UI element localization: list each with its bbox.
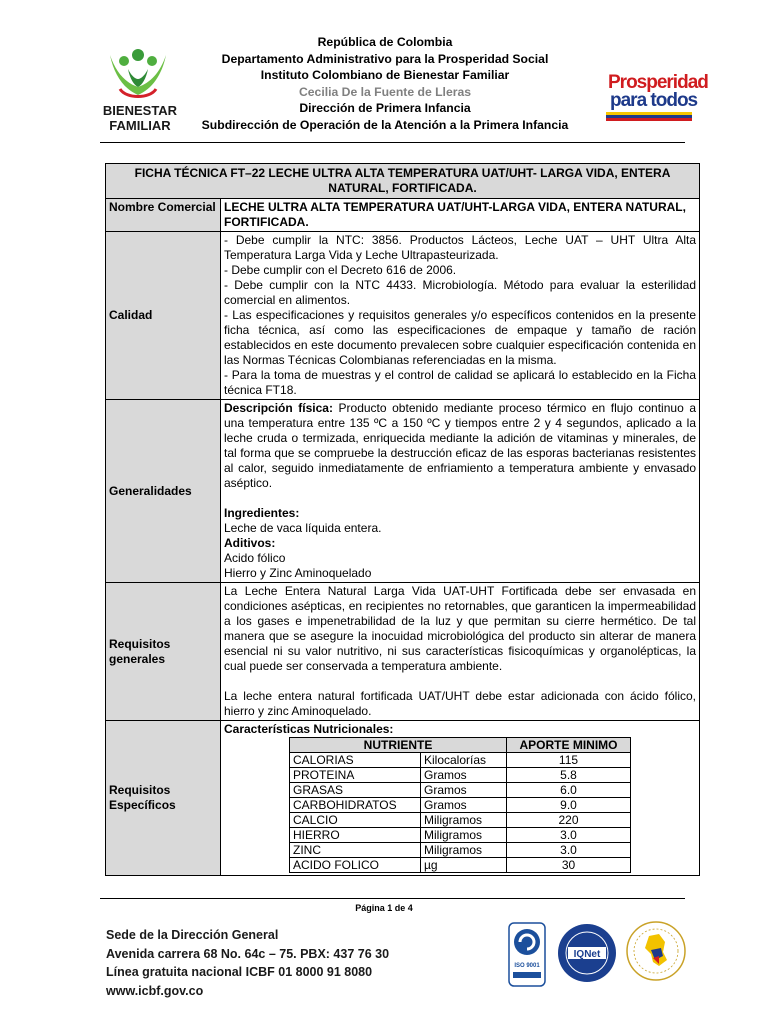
nutrient-value: 5.8 bbox=[507, 768, 631, 783]
nutrient-name: GRASAS bbox=[290, 783, 421, 798]
quality-line: - Debe cumplir la NTC: 3856. Productos Lácteos, Leche UAT – UHT Ultra Alta Temperatura Larga Vida y Leche Ultrapasteurizada. bbox=[224, 233, 696, 262]
ingredients-text: Leche de vaca líquida entera. bbox=[224, 521, 382, 535]
iqnet-seal-icon bbox=[556, 922, 618, 984]
cert1-label: ISO 9001 bbox=[514, 963, 540, 969]
physical-description-label: Descripción física: bbox=[224, 401, 333, 415]
header-line-country: República de Colombia bbox=[317, 35, 453, 49]
quality-content bbox=[221, 232, 700, 400]
nutrient-unit: Miligramos bbox=[421, 843, 507, 858]
header-line-department: Departamento Administrativo para la Prosperidad Social bbox=[221, 51, 549, 66]
commercial-name-value: LECHE ULTRA ALTA TEMPERATURA UAT/UHT-LARGA VIDA, ENTERA NATURAL, FORTIFICADA. bbox=[221, 199, 700, 232]
sheet-title: FICHA TÉCNICA FT–22 LECHE ULTRA ALTA TEMPERATURA UAT/UHT- LARGA VIDA, ENTERA NATURAL, FORTIFICADA. bbox=[106, 164, 700, 199]
icontec-certification-logo bbox=[508, 922, 546, 987]
table-row bbox=[106, 232, 700, 400]
icontec-seal-icon bbox=[508, 922, 546, 987]
row-label-nombre: Nombre Comercial bbox=[106, 199, 221, 232]
cert2-label: IQNet bbox=[573, 949, 601, 960]
footer-line-hotline: Línea gratuita nacional ICBF 01 8000 91 8080 bbox=[106, 965, 373, 979]
minimum-contribution-column-header: APORTE MINIMO bbox=[507, 738, 631, 753]
table-row bbox=[106, 400, 700, 583]
nutrient-unit: Gramos bbox=[421, 783, 507, 798]
nutrition-row bbox=[290, 858, 631, 873]
generalities-content bbox=[221, 400, 700, 583]
family-figure-icon bbox=[106, 45, 170, 103]
nutrition-row bbox=[290, 783, 631, 798]
table-row bbox=[106, 721, 700, 876]
colombia-seal-logo bbox=[625, 920, 687, 986]
nutrition-table bbox=[289, 737, 631, 873]
nutrition-row bbox=[290, 768, 631, 783]
nutrient-value: 115 bbox=[507, 753, 631, 768]
table-row bbox=[106, 583, 700, 721]
additive-item: Acido fólico bbox=[224, 551, 286, 565]
nutrient-value: 3.0 bbox=[507, 828, 631, 843]
physical-description bbox=[224, 401, 696, 491]
nutrition-heading: Características Nutricionales: bbox=[224, 722, 394, 736]
technical-sheet-table bbox=[105, 163, 700, 876]
footer-divider bbox=[100, 898, 685, 899]
nutrient-value: 3.0 bbox=[507, 843, 631, 858]
nutrient-name: CALCIO bbox=[290, 813, 421, 828]
nutrient-unit: Miligramos bbox=[421, 828, 507, 843]
quality-line: - Para la toma de muestras y el control de calidad se aplicará lo establecido en la Ficha técnica FT18. bbox=[224, 368, 696, 397]
specific-requirements-content bbox=[221, 721, 700, 876]
header-line-direction: Dirección de Primera Infancia bbox=[299, 101, 471, 115]
general-requirements-p2: La leche entera natural fortificada UAT/UHT debe estar adicionada con ácido fólico, hierro y zinc Aminoquelado. bbox=[224, 689, 696, 718]
nutrition-row bbox=[290, 798, 631, 813]
nutrient-unit: Gramos bbox=[421, 768, 507, 783]
row-label-calidad: Calidad bbox=[106, 232, 221, 400]
nutrient-unit: Kilocalorías bbox=[421, 753, 507, 768]
header-line-founder: Cecilia De la Fuente de Lleras bbox=[298, 84, 472, 99]
header-line-institute: Instituto Colombiano de Bienestar Familiar bbox=[260, 68, 510, 82]
nutrition-row bbox=[290, 753, 631, 768]
page-number: Página 1 de 4 bbox=[355, 903, 413, 913]
additives-label: Aditivos: bbox=[224, 536, 276, 550]
physical-description-text: Producto obtenido mediante proceso térmico en flujo continuo a una temperatura entre 135 ºC a 150 ºC y tiempos entre 2 y 4 segundos, aplicado a la leche cruda o termizada, enriquecida mediante la adición de vitaminas y minerales, de tal forma que se compruebe la destrucción eficaz de las esporas bacterianas resistentes al calor, seguido inmediatamente de enfriamiento a temperatura ambiente y envasado aséptico. bbox=[224, 401, 696, 490]
nutrition-row bbox=[290, 828, 631, 843]
prosperidad-logo bbox=[598, 70, 708, 130]
general-requirements-content bbox=[221, 583, 700, 721]
header-divider bbox=[100, 142, 685, 143]
colombia-map-seal-icon bbox=[625, 920, 687, 986]
additive-item: Hierro y Zinc Aminoquelado bbox=[224, 566, 372, 580]
footer-line-address: Avenida carrera 68 No. 64c – 75. PBX: 437 76 30 bbox=[106, 946, 390, 961]
nutrition-header-row bbox=[290, 738, 631, 753]
nutrient-unit: Miligramos bbox=[421, 813, 507, 828]
logo-text-line2: FAMILIAR bbox=[109, 118, 171, 133]
nutrient-name: PROTEINA bbox=[290, 768, 421, 783]
nutrition-row bbox=[290, 813, 631, 828]
nutrient-name: CALORIAS bbox=[290, 753, 421, 768]
footer-line-website: www.icbf.gov.co bbox=[106, 983, 204, 998]
icbf-logo bbox=[100, 45, 180, 135]
nutrient-name: ACIDO FOLICO bbox=[290, 858, 421, 873]
nutrition-rows bbox=[290, 753, 631, 873]
nutrient-value: 9.0 bbox=[507, 798, 631, 813]
nutrient-value: 220 bbox=[507, 813, 631, 828]
quality-line: - Debe cumplir con el Decreto 616 de 2006. bbox=[224, 263, 457, 277]
quality-line: - Debe cumplir con la NTC 4433. Microbiología. Método para evaluar la esterilidad comercial en alimentos. bbox=[224, 278, 696, 307]
footer-address bbox=[106, 926, 389, 1000]
nutrient-value: 30 bbox=[507, 858, 631, 873]
table-title-row bbox=[106, 164, 700, 199]
prosperidad-logo-line2: para todos bbox=[610, 90, 698, 111]
nutrition-row bbox=[290, 843, 631, 858]
row-label-generalidades: Generalidades bbox=[106, 400, 221, 583]
footer-line-headquarters: Sede de la Dirección General bbox=[106, 928, 279, 942]
nutrient-unit: Gramos bbox=[421, 798, 507, 813]
nutrient-unit: µg bbox=[421, 858, 507, 873]
row-label-requisitos-generales: Requisitos generales bbox=[106, 583, 221, 721]
general-requirements-p1: La Leche Entera Natural Larga Vida UAT-UHT Fortificada debe ser envasada en condiciones asépticas, en recipientes no retornables, que garanticen la impermeabilidad a los gases e impenetrabilidad de la luz y que permitan su cierre hermético. De tal manera que se asegure la inocuidad microbiológica del producto sin alterar de manera esencial ni su valor nutritivo, ni sus características fisicoquímicas y organolépticas, la cual puede ser conservada a temperatura ambiente. bbox=[224, 584, 696, 673]
header-title-block bbox=[200, 34, 570, 133]
nutrient-value: 6.0 bbox=[507, 783, 631, 798]
nutrient-column-header: NUTRIENTE bbox=[290, 738, 507, 753]
table-row bbox=[106, 199, 700, 232]
prosperidad-logo-line1: Prosperidad bbox=[608, 72, 708, 93]
quality-line: - Las especificaciones y requisitos generales y/o específicos contenidos en la presente ficha técnica, así como las especificaciones de empaque y tamaño de ración establecidos en este documento prevalecen sobre cualquier especificación contenida en las Normas Técnicas Colombianas referenciadas en la misma. bbox=[224, 308, 696, 367]
logo-text-line1: BIENESTAR bbox=[102, 103, 178, 118]
nutrient-name: HIERRO bbox=[290, 828, 421, 843]
header-line-subdirection: Subdirección de Operación de la Atención a la Primera Infancia bbox=[201, 117, 569, 132]
nutrient-name: CARBOHIDRATOS bbox=[290, 798, 421, 813]
ingredients-label: Ingredientes: bbox=[224, 506, 300, 520]
row-label-requisitos-especificos: Requisitos Específicos bbox=[106, 721, 221, 876]
flag-stripe-icon bbox=[606, 112, 692, 122]
nutrient-name: ZINC bbox=[290, 843, 421, 858]
iqnet-certification-logo bbox=[556, 922, 618, 984]
